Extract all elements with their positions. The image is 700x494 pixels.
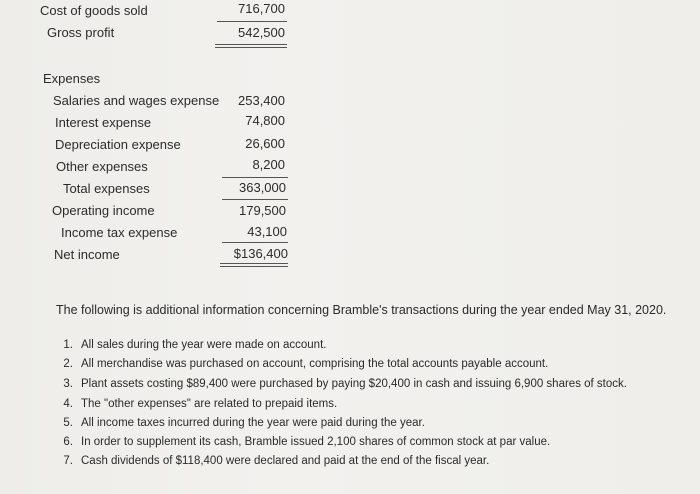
list-item bbox=[55, 378, 627, 390]
total-expenses-value: 363,000 bbox=[239, 180, 286, 195]
net-income-label: Net income bbox=[54, 247, 120, 262]
income-tax-value: 43,100 bbox=[247, 224, 287, 239]
list-item-text: All sales during the year were made on account. bbox=[81, 339, 327, 351]
expense-row-value: 253,400 bbox=[238, 93, 285, 108]
gross-profit-label: Gross profit bbox=[47, 25, 115, 40]
list-item-number: 5. bbox=[63, 417, 73, 429]
list-item-text: In order to supplement its cash, Bramble issued 2,100 shares of common stock at par value. bbox=[81, 436, 551, 448]
list-item-text: The "other expenses" are related to prepaid items. bbox=[81, 398, 338, 410]
list-item bbox=[55, 455, 489, 467]
expense-row-value: 74,800 bbox=[245, 113, 285, 128]
expense-row-label: Depreciation expense bbox=[55, 137, 181, 152]
net-income-double-underline bbox=[220, 263, 288, 267]
operating-income-value: 179,500 bbox=[239, 203, 286, 218]
list-item-number: 4. bbox=[63, 398, 73, 410]
list-item bbox=[55, 358, 548, 370]
expense-row-value: 26,600 bbox=[245, 136, 285, 151]
cogs-value: 716,700 bbox=[238, 1, 285, 16]
gross-profit-double-underline bbox=[215, 44, 287, 48]
gross-profit-value: 542,500 bbox=[238, 25, 285, 40]
list-item-number: 3. bbox=[63, 378, 73, 390]
list-item-number: 2. bbox=[63, 358, 73, 370]
expense-row-label: Other expenses bbox=[56, 159, 148, 174]
list-item bbox=[55, 339, 326, 351]
total-expenses-label: Total expenses bbox=[63, 181, 150, 196]
net-income-value: $136,400 bbox=[233, 246, 288, 261]
list-item bbox=[55, 398, 337, 410]
cogs-label: Cost of goods sold bbox=[40, 3, 148, 18]
operating-income-label: Operating income bbox=[52, 203, 155, 218]
list-item bbox=[55, 436, 550, 448]
list-item-text: Cash dividends of $118,400 were declared and paid at the end of the fiscal year. bbox=[81, 455, 490, 467]
list-item-text: All merchandise was purchased on account, comprising the total accounts payable account. bbox=[81, 358, 549, 370]
income-tax-label: Income tax expense bbox=[61, 225, 178, 240]
list-item-text: Plant assets costing $89,400 were purchased by paying $20,400 in cash and issuing 6,900 shares of stock. bbox=[81, 378, 627, 390]
list-item-number: 6. bbox=[63, 436, 73, 448]
list-item bbox=[55, 417, 425, 429]
income-tax-underline bbox=[222, 242, 288, 243]
expense-row-label: Interest expense bbox=[55, 115, 152, 130]
list-item-text: All income taxes incurred during the year were paid during the year. bbox=[81, 417, 425, 429]
other-expenses-underline bbox=[222, 177, 288, 178]
additional-info-intro: The following is additional information concerning Bramble's transactions during the year ended May 31, 2020. bbox=[56, 303, 667, 317]
list-item-number: 7. bbox=[63, 455, 73, 467]
total-expenses-underline bbox=[222, 199, 288, 200]
cogs-underline bbox=[217, 21, 287, 22]
list-item-number: 1. bbox=[63, 339, 73, 351]
expense-row-label: Salaries and wages expense bbox=[53, 93, 220, 108]
expense-row-value: 8,200 bbox=[252, 157, 285, 172]
expenses-header: Expenses bbox=[43, 71, 101, 86]
